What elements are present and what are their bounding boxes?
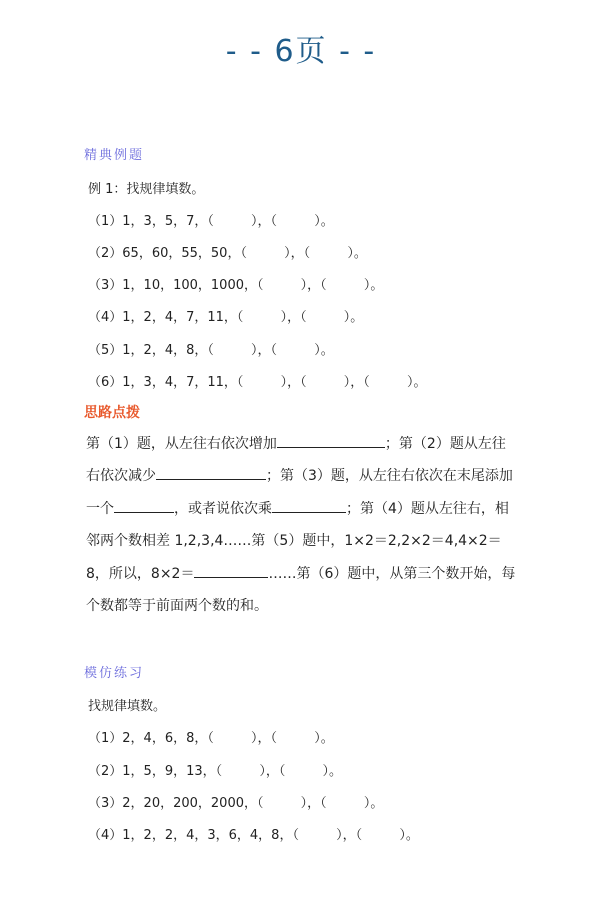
hint-paragraph bbox=[86, 428, 518, 622]
example-item: （4）1，2，4，7，11，（ ），（ ）。 bbox=[88, 310, 364, 325]
answer-blank bbox=[194, 561, 268, 578]
answer-blank bbox=[277, 431, 385, 448]
hint-text: ；第（4）题从左往右，相邻两个数相差 1,2,3,4……第（5）题中，1×2＝2,2×2＝4,4×2＝8，所以，8×2＝ bbox=[86, 500, 509, 582]
hint-text: ，或者说依次乘 bbox=[174, 500, 272, 517]
example-item: （6）1，3，4，7，11，（ ），（ ），（ ）。 bbox=[88, 375, 427, 390]
hint-text: ；第（3）题，从左往右依次在末尾添加一个 bbox=[86, 468, 513, 517]
practice-section-title: 模仿练习 bbox=[84, 666, 145, 681]
hint-text: 第（1）题，从左往右依次增加 bbox=[86, 436, 277, 452]
answer-blank bbox=[156, 463, 266, 480]
example-intro: 例 1：找规律填数。 bbox=[88, 182, 205, 197]
practice-item: （4）1，2，2，4，3，6，4，8，（ ），（ ）。 bbox=[88, 828, 419, 843]
example-item: （5）1，2，4，8，（ ），（ ）。 bbox=[88, 343, 334, 358]
hint-title: 思路点拨 bbox=[84, 405, 140, 421]
practice-item: （1）2，4，6，8，（ ），（ ）。 bbox=[88, 731, 334, 746]
answer-blank bbox=[272, 496, 346, 513]
practice-item: （3）2，20，200，2000，（ ），（ ）。 bbox=[88, 796, 384, 811]
example-item: （1）1，3，5，7，（ ），（ ）。 bbox=[88, 214, 334, 229]
practice-item: （2）1，5，9，13，（ ），（ ）。 bbox=[88, 764, 343, 779]
hint-text: ；第（2）题从左往右依次减少 bbox=[86, 436, 506, 485]
example-item: （3）1，10，100，1000，（ ），（ ）。 bbox=[88, 278, 384, 293]
example-section-title: 精典例题 bbox=[84, 148, 145, 163]
practice-intro: 找规律填数。 bbox=[88, 699, 167, 714]
page-header: - - 6页 - - bbox=[225, 34, 377, 69]
example-item: （2）65，60，55，50，（ ），（ ）。 bbox=[88, 246, 367, 261]
hint-text: ……第（6）题中，从第三个数开始，每个数都等于前面两个数的和。 bbox=[86, 565, 516, 615]
answer-blank bbox=[114, 496, 174, 513]
